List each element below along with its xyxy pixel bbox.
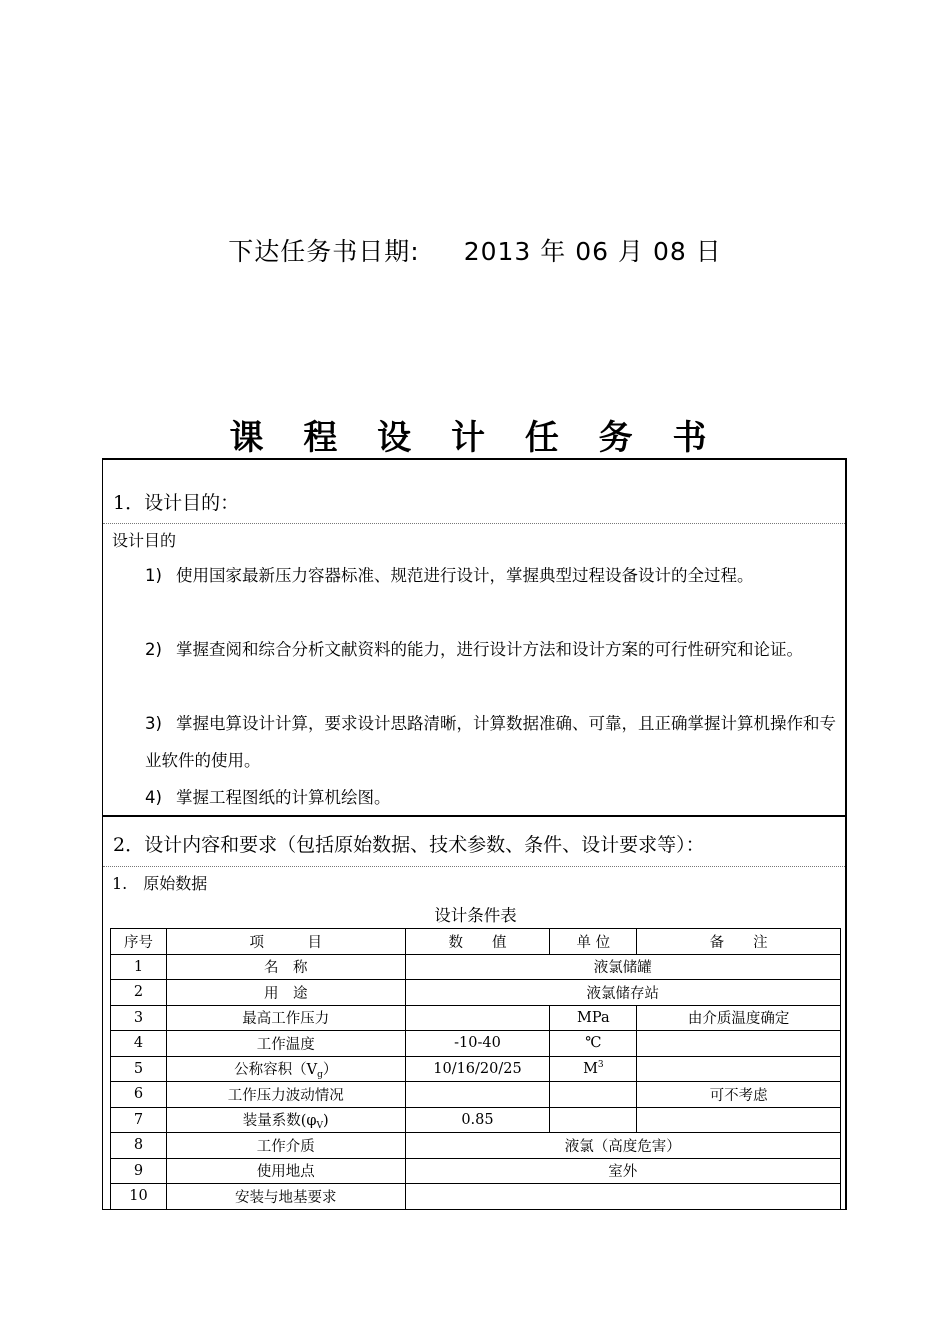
row-no: 10 bbox=[111, 1184, 167, 1210]
row-no: 7 bbox=[111, 1107, 167, 1133]
row-merged-value bbox=[405, 1184, 840, 1210]
objective-number: 1) bbox=[145, 566, 162, 585]
row-no: 9 bbox=[111, 1158, 167, 1184]
row-item: 用 途 bbox=[166, 980, 405, 1006]
row-unit bbox=[550, 1082, 637, 1108]
table-row bbox=[111, 1184, 841, 1210]
row-item: 使用地点 bbox=[166, 1158, 405, 1184]
objective-text: 掌握查阅和综合分析文献资料的能力，进行设计方法和设计方案的可行性研究和论证。 bbox=[175, 640, 803, 659]
section1-heading: 1．设计目的： bbox=[113, 492, 240, 514]
row-merged-value: 液氯（高度危害） bbox=[405, 1133, 840, 1159]
objective-item-2 bbox=[145, 631, 840, 668]
row-value: 0.85 bbox=[405, 1107, 550, 1133]
divider bbox=[103, 866, 845, 867]
row-note bbox=[637, 1107, 841, 1133]
objective-number: 2) bbox=[145, 640, 162, 659]
objective-item-3 bbox=[145, 705, 840, 779]
row-unit: ℃ bbox=[550, 1031, 637, 1057]
row-note bbox=[637, 1031, 841, 1057]
objective-item-1 bbox=[145, 557, 840, 594]
row-item: 装量系数$(\varphi_V)$ bbox=[166, 1107, 405, 1133]
row-item: 安装与地基要求 bbox=[166, 1184, 405, 1210]
row-no: 1 bbox=[111, 954, 167, 980]
row-no: 8 bbox=[111, 1133, 167, 1159]
table-header-row bbox=[111, 929, 841, 955]
objective-item-4 bbox=[145, 779, 840, 816]
issue-date-value: 2013 年 06 月 08 日 bbox=[463, 237, 722, 266]
task-form-frame bbox=[102, 458, 847, 1210]
table-row bbox=[111, 1158, 841, 1184]
row-value: 10/16/20/25 bbox=[405, 1056, 550, 1082]
objective-text: 使用国家最新压力容器标准、规范进行设计，掌握典型过程设备设计的全过程。 bbox=[175, 566, 754, 585]
issue-date bbox=[0, 232, 950, 268]
design-conditions-table bbox=[110, 928, 841, 1210]
table-caption: 设计条件表 bbox=[434, 906, 517, 925]
row-no: 3 bbox=[111, 1005, 167, 1031]
table-row bbox=[111, 1031, 841, 1057]
header-item: 项 目 bbox=[166, 929, 405, 955]
objective-number: 4) bbox=[145, 788, 162, 807]
row-item: 公称容积$(V_g)$ bbox=[166, 1056, 405, 1082]
row-note: 可不考虑 bbox=[637, 1082, 841, 1108]
row-merged-value: 液氯储罐 bbox=[405, 954, 840, 980]
objective-text: 掌握电算设计计算，要求设计思路清晰，计算数据准确、可靠，且正确掌握计算机操作和专业软件的使用。 bbox=[145, 714, 836, 770]
document-title: 课 程 设 计 任 务 书 bbox=[229, 418, 721, 458]
header-note: 备 注 bbox=[637, 929, 841, 955]
row-item: 工作介质 bbox=[166, 1133, 405, 1159]
header-no: 序号 bbox=[111, 929, 167, 955]
objective-text: 掌握工程图纸的计算机绘图。 bbox=[175, 788, 391, 807]
row-value: -10-40 bbox=[405, 1031, 550, 1057]
row-merged-value: 室外 bbox=[405, 1158, 840, 1184]
row-unit: $M^3$ bbox=[550, 1056, 637, 1082]
header-unit: 单 位 bbox=[550, 929, 637, 955]
row-merged-value: 液氯储存站 bbox=[405, 980, 840, 1006]
row-note: 由介质温度确定 bbox=[637, 1005, 841, 1031]
table-row bbox=[111, 1107, 841, 1133]
row-no: 6 bbox=[111, 1082, 167, 1108]
row-item: 工作温度 bbox=[166, 1031, 405, 1057]
table-row bbox=[111, 980, 841, 1006]
row-item: 名 称 bbox=[166, 954, 405, 980]
row-no: 2 bbox=[111, 980, 167, 1006]
table-row bbox=[111, 1005, 841, 1031]
row-note bbox=[637, 1056, 841, 1082]
row-item: 工作压力波动情况 bbox=[166, 1082, 405, 1108]
row-no: 4 bbox=[111, 1031, 167, 1057]
section-separator bbox=[103, 815, 845, 817]
header-value: 数 值 bbox=[405, 929, 550, 955]
row-value bbox=[405, 1082, 550, 1108]
row-unit: MPa bbox=[550, 1005, 637, 1031]
table-row bbox=[111, 1056, 841, 1082]
section1-intro: 设计目的 bbox=[112, 531, 177, 550]
objective-number: 3) bbox=[145, 714, 162, 733]
table-row bbox=[111, 954, 841, 980]
section2-heading: 2．设计内容和要求（包括原始数据、技术参数、条件、设计要求等）： bbox=[113, 834, 705, 856]
table-row bbox=[111, 1082, 841, 1108]
row-no: 5 bbox=[111, 1056, 167, 1082]
issue-date-label: 下达任务书日期: bbox=[228, 237, 420, 266]
section2-subheading: 1. 原始数据 bbox=[112, 874, 208, 893]
row-item: 最高工作压力 bbox=[166, 1005, 405, 1031]
row-value bbox=[405, 1005, 550, 1031]
row-unit bbox=[550, 1107, 637, 1133]
divider bbox=[103, 523, 845, 524]
table-row bbox=[111, 1133, 841, 1159]
